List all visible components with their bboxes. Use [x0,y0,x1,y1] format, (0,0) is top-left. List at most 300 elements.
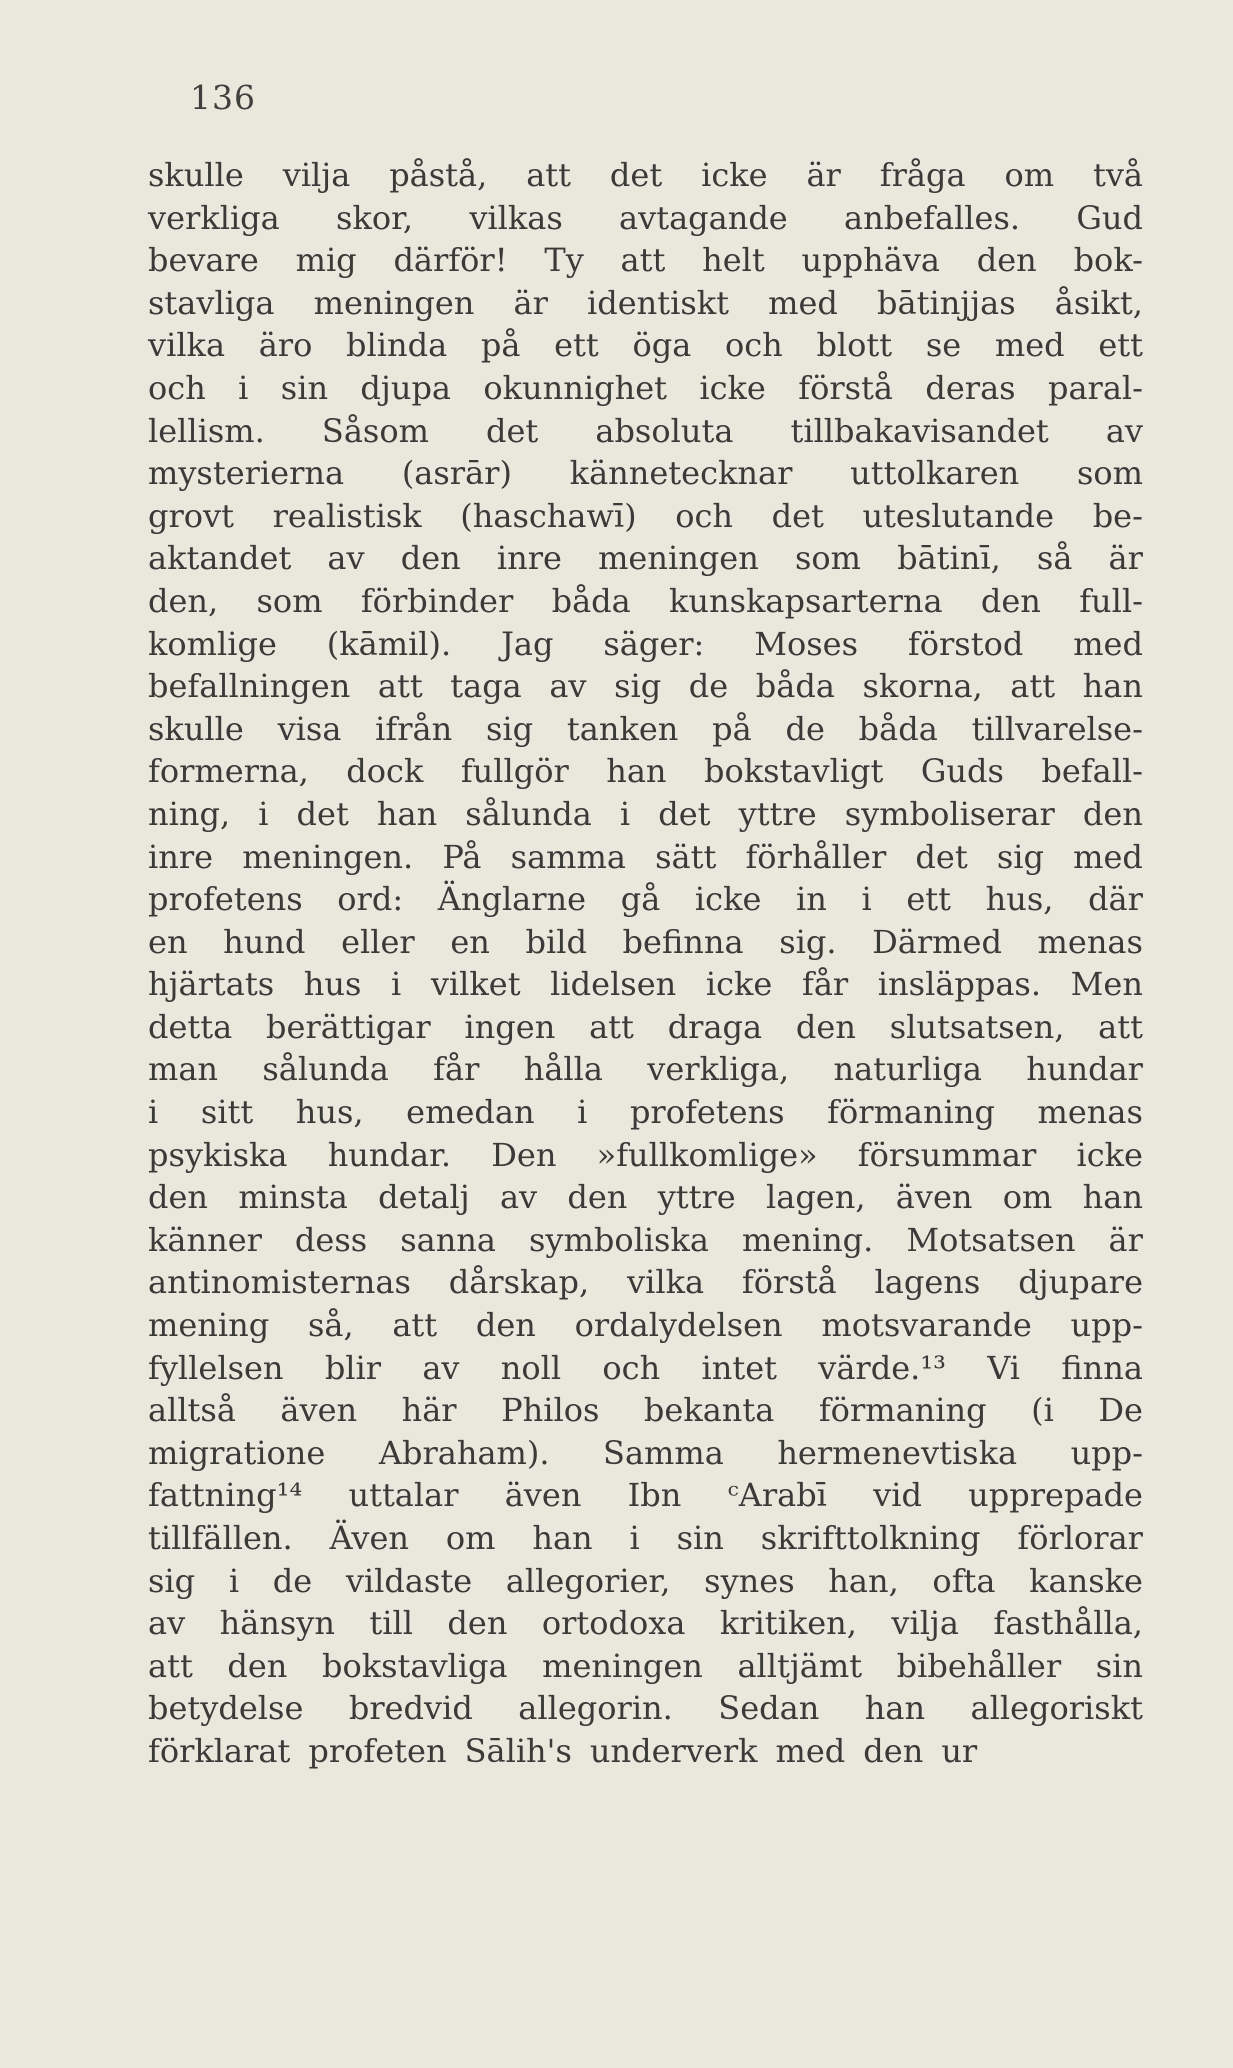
word: bevare [148,241,259,280]
word: befallningen [148,667,351,706]
text-line [148,324,1143,367]
word: att [526,156,571,194]
word: är [1108,539,1143,578]
word: hus [303,965,362,1004]
word: är [1108,1220,1143,1259]
word: förmaning [818,1391,987,1430]
text-line [148,154,1143,197]
word: att [377,667,423,706]
word: komlige [148,624,277,663]
word: detta [148,1007,233,1046]
word: ord: [337,880,404,919]
word: tillvarelse- [971,709,1143,748]
word: den [1082,794,1143,833]
word: även [504,1476,582,1515]
word: vilket [430,965,521,1004]
word: helt [702,241,765,280]
word: uttolkaren [850,454,1020,493]
word: hänsyn [219,1604,335,1643]
word: icke [1076,1135,1143,1174]
word: av [499,1178,538,1217]
word: påstå, [389,156,488,194]
word: de [688,667,729,706]
word: sålunda [465,794,592,833]
word: sig [148,1561,196,1600]
word: (haschawī) [460,496,637,535]
word: slutsatsen, [889,1007,1065,1046]
word: ingen [464,1007,556,1046]
word: en [148,922,188,961]
text-line [148,367,1143,410]
word: bātinjjas [877,283,1016,322]
word: att [392,1306,438,1345]
word: underverk [589,1731,758,1770]
word: »fullkomlige» [596,1135,818,1174]
word: anbefalles. [844,198,1021,237]
word: profetens [629,1093,785,1132]
word: så [1036,539,1073,578]
text-line [148,197,1143,240]
text-line [148,1560,1143,1603]
word: Abraham). [378,1433,550,1472]
word: tillfällen. [148,1519,293,1557]
word: förlorar [1017,1519,1143,1557]
word: vilja [891,1604,959,1643]
word: inre [496,539,562,578]
word: är [806,156,841,194]
word: noll [500,1348,562,1387]
word: med [775,1731,846,1770]
word: den [980,581,1041,620]
word: hus, [295,1093,364,1132]
text-line [148,580,1143,623]
word: sitt [200,1093,254,1132]
word: psykiska [148,1135,288,1174]
text-line [148,921,1143,964]
word: som [1076,454,1143,493]
word: sätt [655,837,717,876]
word: och [675,496,733,535]
word: den [863,1731,924,1770]
word: äro [258,326,313,365]
word: allegorin. [518,1689,673,1728]
word: i [577,1093,588,1132]
word: förmaning [827,1093,995,1132]
word: Ty [544,241,584,280]
text-line [148,750,1143,793]
word: blir [324,1348,382,1387]
word: han [1082,667,1143,706]
word: blinda [346,326,448,365]
word: Moses [754,624,859,663]
word: Därmed [872,922,1002,961]
word: Jag [501,624,554,663]
word: skorna, [862,667,983,706]
word: ur [941,1731,978,1770]
word: bātinī, [897,539,1001,578]
text-line [148,665,1143,708]
word: mening [148,1306,270,1345]
word: se [925,326,962,365]
word: där [1088,880,1143,919]
word: i [228,1561,240,1600]
text-line [148,836,1143,879]
word: här [401,1391,457,1430]
text-line [148,1432,1143,1475]
word: så, [307,1306,354,1345]
word: de [272,1561,313,1600]
word: det [486,411,539,450]
text-line [148,282,1143,325]
word: Såsom [321,411,429,450]
word: uttalar [348,1476,459,1515]
word: realistisk [272,496,422,535]
word: han [376,794,438,833]
word: förstå [798,368,893,407]
word: det [296,794,349,833]
word: verkliga [148,198,280,237]
word: icke [705,965,773,1004]
word: sanna [400,1220,496,1259]
word: skulle [148,709,244,748]
word: i [148,1093,159,1132]
text-line [148,878,1143,921]
word: bibehåller [896,1646,1062,1685]
word: Den [491,1135,557,1174]
word: sin [1095,1646,1143,1685]
word: i [619,794,631,833]
word: vilkas [469,198,563,237]
word: bokstavliga [321,1646,508,1685]
word: ortodoxa [541,1604,686,1643]
word: sig [486,709,534,748]
word: sig. [779,922,837,961]
word: han [864,1689,926,1728]
word: dock [346,752,424,791]
word: mening. [741,1220,874,1259]
body-text [148,154,1143,1773]
word: han, [828,1561,899,1600]
text-line [148,1389,1143,1432]
word: motsvarande [821,1306,1032,1345]
word: grovt [148,496,234,535]
text-line [148,1687,1143,1730]
word: att [1098,1007,1143,1046]
text-line [148,1602,1143,1645]
word: identiskt [586,283,730,322]
text-line [148,1091,1143,1134]
word: Men [1070,965,1143,1004]
word: ett [1098,326,1143,365]
word: ett [554,326,599,365]
word: om [1004,156,1055,194]
text-line [148,495,1143,538]
word: avtagande [619,198,788,237]
word: allegorier, [505,1561,671,1600]
word: ifrån [375,709,453,748]
word: att [1010,667,1056,706]
word: upp- [1070,1306,1143,1345]
word: den [475,1306,536,1345]
word: sig [996,837,1044,876]
word: på [712,709,752,748]
word: den [567,1178,628,1217]
word: om [1002,1178,1053,1217]
word: icke [701,156,768,194]
word: det [609,156,663,194]
word: kanske [1029,1561,1143,1600]
word: förbinder [360,581,514,620]
text-line [148,1219,1143,1262]
word: av [327,539,365,578]
word: Även [329,1519,409,1557]
text-line [148,708,1143,751]
word: meningen [313,283,475,322]
word: stavliga [148,283,275,322]
text-line [148,1304,1143,1347]
word: draga [667,1007,763,1046]
text-line [148,452,1143,495]
word: Vi [987,1348,1021,1387]
word: de [785,709,825,748]
word: visa [277,709,342,748]
word: befall- [1041,752,1143,791]
word: att [589,1007,634,1046]
text-line [148,1645,1143,1688]
word: alltjämt [737,1646,863,1685]
word: värde.¹³ [818,1348,946,1387]
word: formerna, [148,752,309,791]
word: allegoriskt [970,1689,1143,1728]
word: migratione [148,1433,326,1472]
word: med [1073,624,1143,663]
word: är [513,283,548,322]
text-line [148,239,1143,282]
word: sig [614,667,662,706]
word: den [447,1604,508,1643]
word: kännetecknar [569,454,793,493]
text-line [148,963,1143,1006]
word: skor, [336,198,414,237]
word: antinomisternas [148,1263,411,1302]
word: vilja [282,156,351,194]
word: hjärtats [148,965,275,1004]
word: vid [873,1476,922,1515]
word: det [658,794,711,833]
word: bekanta [643,1391,775,1430]
word: åsikt, [1054,283,1143,322]
word: båda [551,581,631,620]
word: hermenevtiska [777,1433,1018,1472]
word: öga [632,326,692,365]
word: sålunda [262,1050,389,1089]
word: förstå [741,1263,837,1302]
word: dårskap, [448,1263,590,1302]
word: av [422,1348,460,1387]
word: fattning¹⁴ [148,1476,303,1515]
word: får [433,1050,480,1089]
word: taga [450,667,522,706]
word: på [480,326,521,365]
word: i [629,1519,640,1557]
text-line [148,1347,1143,1390]
word: båda [755,667,835,706]
word: det [771,496,824,535]
word: minsta [238,1178,348,1217]
word: i [390,965,402,1004]
word: och [602,1348,661,1387]
word: förstod [907,624,1024,663]
word: meningen [542,1646,703,1685]
text-line [148,1261,1143,1304]
word: Motsatsen [906,1220,1076,1259]
word: upphäva [801,241,940,280]
word: den [148,1178,209,1217]
word: som [794,539,861,578]
word: absoluta [595,411,734,450]
word: säger: [603,624,705,663]
word: den [227,1646,288,1685]
word: hålla [523,1050,603,1089]
word: hundar [1026,1050,1143,1089]
word: deras [925,368,1016,407]
word: Philos [501,1391,600,1430]
word: lagens [874,1263,981,1302]
word: betydelse [148,1689,304,1728]
word: hus, [985,880,1054,919]
text-line [148,1517,1143,1560]
word: även [280,1391,358,1430]
word: fråga [879,156,966,194]
word: att [148,1646,193,1685]
word: skrifttolkning [760,1519,981,1557]
word: två [1092,156,1143,194]
word: (kāmil). [326,624,452,663]
word: uteslutande [862,496,1055,535]
word: alltså [148,1391,236,1430]
word: icke [694,880,762,919]
text-line [148,537,1143,580]
word: paral- [1047,368,1143,407]
word: fasthålla, [993,1604,1143,1643]
word: bild [525,922,587,961]
word: symboliserar [844,794,1055,833]
word: i [861,880,872,919]
word: upp- [1070,1433,1143,1472]
word: djupare [1018,1263,1143,1302]
word: yttre [657,1178,736,1217]
word: dess [294,1220,368,1259]
word: därför! [393,241,508,280]
word: Änglarne [437,880,587,919]
word: intet [701,1348,777,1387]
word: ᶜArabī [727,1476,827,1515]
word: insläppas. [877,965,1042,1004]
text-line [148,1006,1143,1049]
word: hund [223,922,306,961]
word: han [1082,1178,1143,1217]
text-line [148,1134,1143,1177]
word: och [724,326,783,365]
word: skulle [148,156,244,194]
word: mig [295,241,357,280]
word: Gud [1076,198,1143,237]
word: fullgör [460,752,569,791]
word: bok- [1073,241,1143,280]
word: bokstavligt [703,752,884,791]
word: man [148,1050,219,1089]
text-line [148,623,1143,666]
word: profeten [308,1731,447,1770]
word: känner [148,1220,262,1259]
word: menas [1037,922,1143,961]
word: tanken [566,709,679,748]
word: tillbakavisandet [790,411,1049,450]
word: blott [816,326,893,365]
text-line [148,1474,1143,1517]
page-number: 136 [190,78,256,117]
word: lidelsen [550,965,677,1004]
word: den [976,241,1037,280]
word: om [445,1519,496,1557]
word: befinna [622,922,744,961]
word: förhåller [745,837,887,876]
word: av [148,1604,186,1643]
word: synes [704,1561,795,1600]
word: Sālih's [464,1731,572,1770]
word: På [442,837,482,876]
word: att [620,241,666,280]
word: sin [280,368,329,407]
word: en [450,922,490,961]
word: mysterierna [148,454,345,493]
word: han [606,752,667,791]
word: hundar. [327,1135,452,1174]
word: lellism. [148,411,265,450]
word: yttre [738,794,817,833]
word: av [1105,411,1143,450]
word: profetens [148,880,303,919]
word: av [549,667,587,706]
word: aktandet [148,539,292,578]
word: De [1098,1391,1143,1430]
word: samma [510,837,626,876]
word: den [400,539,461,578]
word: sin [676,1519,724,1557]
word: okunnighet [483,368,667,407]
word: det [915,837,968,876]
word: ning, [148,794,231,833]
text-line [148,1176,1143,1219]
word: ordalydelsen [574,1306,783,1345]
word: naturliga [833,1050,982,1089]
text-line [148,1730,1143,1773]
word: ofta [932,1561,996,1600]
word: Sedan [718,1689,820,1728]
word: den [795,1007,856,1046]
word: djupa [360,368,451,407]
word: båda [858,709,938,748]
word: även [895,1178,973,1217]
word: lagen, [766,1178,866,1217]
word: i [258,794,269,833]
word: symboliska [528,1220,709,1259]
word: och [148,368,206,407]
word: med [1073,837,1143,876]
text-line [148,410,1143,453]
word: Ibn [627,1476,682,1515]
word: (asrār) [401,454,512,493]
